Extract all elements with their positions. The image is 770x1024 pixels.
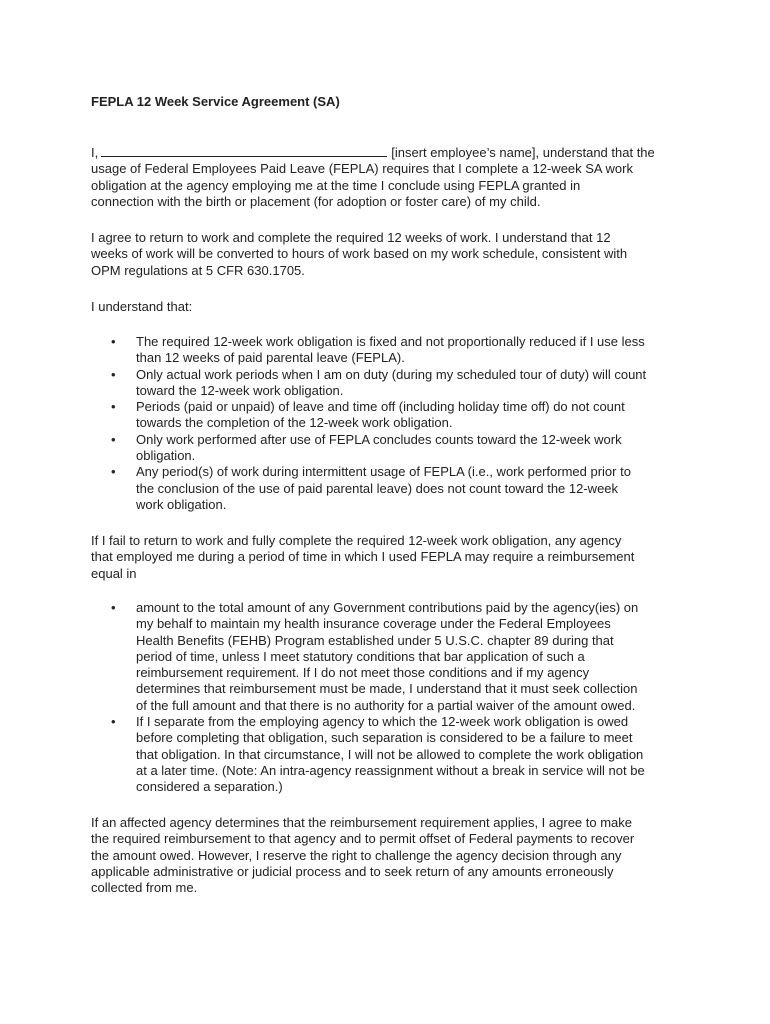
- list-item-line: Any period(s) of work during intermittent usage of FEPLA (i.e., work performed prior to: [136, 464, 631, 480]
- agree-line-1: I agree to return to work and complete the required 12 weeks of work. I understand that 12: [91, 230, 611, 245]
- list-item-line: Only work performed after use of FEPLA concludes counts toward the 12-week work: [136, 431, 622, 447]
- intro-line-1-suffix: [insert employee’s name], understand that the: [391, 145, 655, 160]
- list-item-line: Health Benefits (FEHB) Program established under 5 U.S.C. chapter 89 during that: [136, 632, 614, 648]
- affected-line-5: collected from me.: [91, 880, 198, 896]
- affected-line-1: If an affected agency determines that the reimbursement requirement applies, I agree to make: [91, 815, 633, 830]
- bullet-icon: •: [111, 464, 116, 480]
- affected-paragraph: [91, 815, 681, 896]
- list-item-line: work obligation.: [136, 496, 227, 512]
- bullet-icon: •: [111, 399, 116, 415]
- list-item: [91, 464, 691, 513]
- list-item: [91, 432, 691, 465]
- intro-line-3: obligation at the agency employing me at the time I conclude using FEPLA granted in: [91, 177, 581, 193]
- agree-line-3: OPM regulations at 5 CFR 630.1705.: [91, 262, 305, 278]
- fail-paragraph: [91, 533, 681, 582]
- affected-line-4: applicable administrative or judicial process and to seek return of any amounts erroneously: [91, 863, 614, 879]
- list-item-line: reimbursement requirement. If I do not meet those conditions and if my agency: [136, 665, 590, 681]
- list-item-line: obligation.: [136, 448, 196, 464]
- fail-line-3: equal in: [91, 565, 137, 581]
- list-item-line: If I separate from the employing agency to which the 12-week work obligation is owed: [136, 714, 629, 730]
- agree-line-2: weeks of work will be converted to hours of work based on my work schedule, consistent with: [91, 246, 628, 262]
- bullet-icon: •: [111, 431, 116, 447]
- fail-line-1: If I fail to return to work and fully complete the required 12-week work obligation, any agency: [91, 533, 622, 548]
- list-item-line: that obligation. In that circumstance, I will not be allowed to complete the work obligation: [136, 746, 644, 762]
- intro-line-1: [91, 145, 681, 161]
- document-title: FEPLA 12 Week Service Agreement (SA): [91, 94, 340, 109]
- list-item-line: toward the 12-week work obligation.: [136, 382, 344, 398]
- understand-list: [91, 334, 691, 513]
- affected-line-3: the amount owed. However, I reserve the right to challenge the agency decision through any: [91, 847, 622, 863]
- list-item-line: than 12 weeks of paid parental leave (FEPLA).: [136, 350, 405, 366]
- intro-paragraph: [91, 145, 681, 210]
- list-item: [91, 334, 691, 367]
- intro-line-4: connection with the birth or placement (for adoption or foster care) of my child.: [91, 193, 541, 209]
- bullet-icon: •: [111, 366, 116, 382]
- list-item-line: Periods (paid or unpaid) of leave and time off (including holiday time off) do not count: [136, 399, 625, 415]
- understand-heading-text: I understand that:: [91, 299, 193, 314]
- list-item: [91, 600, 691, 714]
- list-item-line: period of time, unless I meet statutory conditions that bar application of such a: [136, 648, 585, 664]
- list-item-line: Only actual work periods when I am on duty (during my scheduled tour of duty) will count: [136, 366, 647, 382]
- list-item-line: the conclusion of the use of paid parental leave) does not count toward the 12-week: [136, 480, 619, 496]
- bullet-icon: •: [111, 334, 116, 349]
- understand-heading: [91, 299, 681, 315]
- list-item-line: at a later time. (Note: An intra-agency reassignment without a break in service will not be: [136, 762, 645, 778]
- bullet-icon: •: [111, 600, 116, 615]
- bullet-icon: •: [111, 714, 116, 730]
- list-item-line: of the full amount and that there is no authority for a partial waiver of the amount owed.: [136, 697, 636, 713]
- agree-paragraph: [91, 230, 681, 279]
- employee-name-blank: [101, 145, 387, 157]
- reimburse-list: [91, 600, 691, 796]
- list-item: [91, 714, 691, 795]
- list-item-line: before completing that obligation, such separation is considered to be a failure to meet: [136, 730, 633, 746]
- list-item-line: amount to the total amount of any Government contributions paid by the agency(ies) on: [136, 600, 639, 615]
- list-item-line: my behalf to maintain my health insurance coverage under the Federal Employees: [136, 616, 611, 632]
- intro-line-2: usage of Federal Employees Paid Leave (FEPLA) requires that I complete a 12-week SA work: [91, 161, 633, 177]
- list-item: [91, 367, 691, 400]
- fail-line-2: that employed me during a period of time in which I used FEPLA may require a reimbursement: [91, 549, 635, 565]
- list-item-line: considered a separation.): [136, 779, 283, 795]
- intro-prefix: I,: [91, 145, 99, 160]
- affected-line-2: the required reimbursement to that agency and to permit offset of Federal payments to recover: [91, 831, 635, 847]
- list-item-line: The required 12-week work obligation is fixed and not proportionally reduced if I use less: [136, 334, 645, 349]
- list-item-line: determines that reimbursement must be made, I understand that it must seek collection: [136, 681, 638, 697]
- list-item: [91, 399, 691, 432]
- list-item-line: towards the completion of the 12-week work obligation.: [136, 415, 453, 431]
